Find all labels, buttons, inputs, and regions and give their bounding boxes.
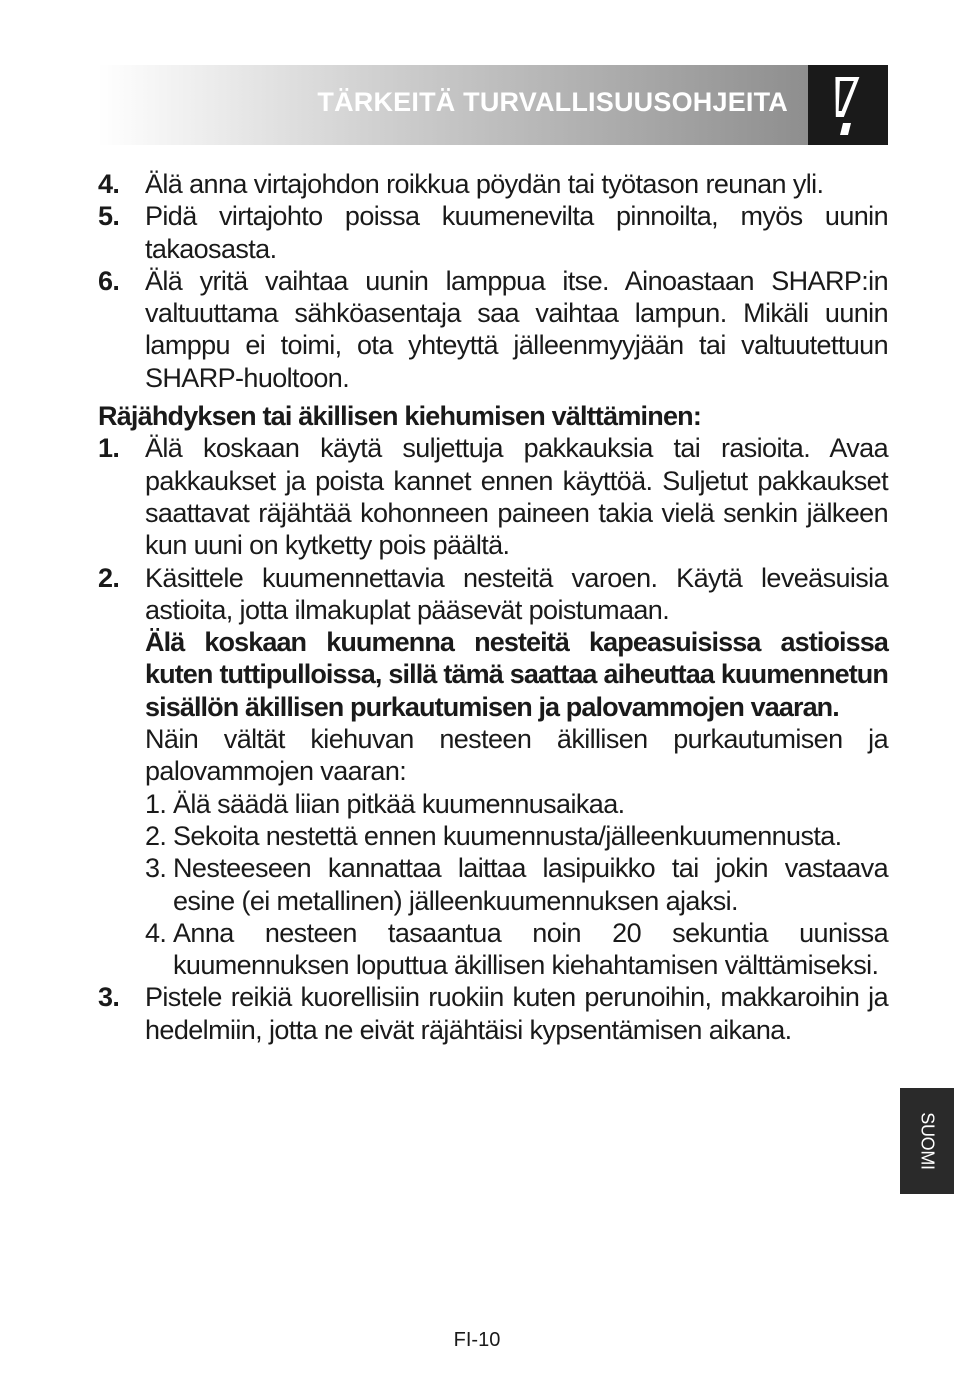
sub-item-number: 2. <box>145 820 167 851</box>
sub-item-number: 1. <box>145 788 167 819</box>
item-number: 6. <box>98 265 120 296</box>
language-tab <box>900 1088 954 1194</box>
sub-item-text: Nesteeseen kannattaa laittaa lasipuikko tai jokin vastaava esine (ei metallinen) jälleenkuumennuksen ajaksi. <box>173 853 888 916</box>
intro-text: Näin vältät kiehuvan nesteen äkillisen purkautumisen ja palovammojen vaaran: <box>145 724 888 787</box>
warning-text: Älä koskaan kuumenna nesteitä kapeasuisissa astioissa kuten tuttipulloissa, sillä tämä saattaa aiheuttaa kuumennetun sisällön äkillisen purkautumisen ja palovammojen vaaran. <box>145 627 888 722</box>
page-number: FI-10 <box>453 1329 501 1351</box>
item-text: Pidä virtajohto poissa kuumenevilta pinnoilta, myös uunin takaosasta. <box>145 201 888 264</box>
exclamation-icon <box>830 73 864 137</box>
item-number: 5. <box>98 201 120 232</box>
page-title: TÄRKEITÄ TURVALLISUUSOHJEITA <box>317 87 788 117</box>
list-item <box>98 562 888 982</box>
sub-list-item <box>145 852 888 917</box>
list-item <box>98 168 888 200</box>
list-item <box>98 265 888 394</box>
header-icon-box <box>808 65 888 145</box>
sub-item-text: Anna nesteen tasaantua noin 20 sekuntia uunissa kuumennuksen loputtua äkillisen kiehahtamisen välttämiseksi. <box>173 917 888 981</box>
item-number: 1. <box>98 433 120 464</box>
sub-item-number: 3. <box>145 853 167 884</box>
sub-item-text: Sekoita nestettä ennen kuumennusta/jälleenkuumennusta. <box>173 820 842 851</box>
item-text: Älä koskaan käytä suljettuja pakkauksia tai rasioita. Avaa pakkaukset ja poista kannet ennen käyttöä. Suljetut pakkaukset saattavat räjähtää kohonneen paineen takia vielä senkin jälkeen kun uuni on kytketty pois päältä. <box>145 433 888 561</box>
section-heading: Räjähdyksen tai äkillisen kiehumisen välttäminen: <box>98 401 702 432</box>
list-item <box>98 432 888 561</box>
item-number: 2. <box>98 562 120 593</box>
item-number: 4. <box>98 169 120 199</box>
item-text: Älä anna virtajohdon roikkua pöydän tai työtason reunan yli. <box>145 169 824 199</box>
item-text: Pistele reikiä kuorellisiin ruokiin kuten perunoihin, makkaroihin ja hedelmiin, jotta ne eivät räjähtäisi kypsentämisen aikana. <box>145 982 888 1045</box>
language-tab-label: SUOMI <box>917 1112 938 1170</box>
sub-item-text: Älä säädä liian pitkää kuumennusaikaa. <box>173 788 625 819</box>
sub-list-item <box>145 820 888 852</box>
section-header <box>98 65 888 145</box>
list-item <box>98 981 888 1046</box>
item-number: 3. <box>98 982 120 1013</box>
list-item <box>98 200 888 265</box>
instructions-content <box>98 168 888 1046</box>
item-text: Älä yritä vaihtaa uunin lamppua itse. Ainoastaan SHARP:in valtuuttama sähköasentaja saa vaihtaa lampun. Mikäli uunin lamppu ei toimi, ota yhteyttä jälleenmyyjään tai valtuutettuun SHARP-huoltoon. <box>145 265 888 393</box>
sub-item-number: 4. <box>145 917 167 948</box>
item-text: Käsittele kuumennettavia nesteitä varoen. Käytä leveäsuisia astioita, jotta ilmakuplat pääsevät poistumaan. <box>145 562 888 625</box>
sub-list-item <box>145 917 888 982</box>
sub-list-item <box>145 788 888 820</box>
